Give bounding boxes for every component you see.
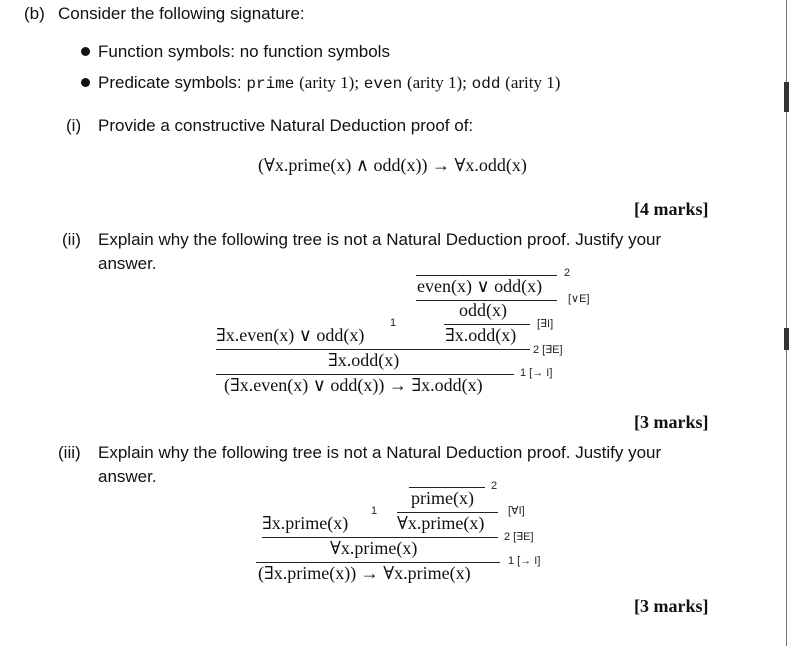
tree-ii-left-discharge: 1	[390, 317, 397, 329]
predicate-even: even	[363, 75, 403, 93]
part-iii-marks: [3 marks]	[634, 596, 709, 616]
part-i-label: (i)	[66, 116, 82, 135]
section-label: (b)	[24, 4, 45, 23]
part-ii-question: Explain why the following tree is not a Natural Deduction proof. Justify your	[98, 230, 662, 249]
tree-ii-rule-impl-intro: 1 [→ I]	[520, 367, 553, 379]
tree-ii-rule-exists-intro: [∃I]	[537, 318, 554, 330]
part-iii-question: Explain why the following tree is not a Natural Deduction proof. Justify your	[98, 443, 662, 462]
predicate-odd: odd	[471, 75, 501, 93]
part-i-question: Provide a constructive Natural Deduction proof of:	[98, 116, 474, 135]
tree-iii-rule-forall-intro: [∀I]	[508, 505, 525, 517]
predicate-prime: prime	[246, 75, 295, 93]
tree-iii-top-discharge: 2	[491, 480, 498, 492]
tree-ii-top-formula: even(x) ∨ odd(x)	[417, 276, 543, 296]
predicate-symbols-line	[98, 73, 560, 93]
tree-iii-top-formula: prime(x)	[411, 488, 474, 508]
right-edge-marker	[784, 82, 789, 112]
tree-iii-right-conclusion: ∀x.prime(x)	[397, 513, 485, 533]
part-ii-marks: [3 marks]	[634, 412, 709, 432]
tree-iii-rule-impl-intro: 1 [→ I]	[508, 555, 541, 567]
tree-iii-final-formula: (∃x.prime(x)) → ∀x.prime(x)	[258, 563, 471, 583]
tree-iii-left-discharge: 1	[371, 505, 378, 517]
tree-ii-rule-exists-elim: 2 [∃E]	[533, 344, 563, 356]
bullet-icon	[81, 47, 90, 56]
function-symbols-line: Function symbols: no function symbols	[98, 42, 390, 61]
part-iii-label: (iii)	[58, 443, 81, 462]
predicate-even-arity: (arity 1);	[406, 73, 467, 92]
predicate-odd-arity: (arity 1)	[505, 73, 561, 92]
predicate-prefix: Predicate symbols:	[98, 73, 242, 92]
tree-ii-mid-formula: odd(x)	[459, 300, 507, 320]
right-edge-marker	[784, 328, 789, 350]
tree-iii-rule-exists-elim: 2 [∃E]	[504, 531, 534, 543]
part-iii-question-cont: answer.	[98, 467, 157, 486]
tree-iii-left-premise: ∃x.prime(x)	[262, 513, 349, 533]
tree-iii-conclusion: ∀x.prime(x)	[330, 538, 418, 558]
tree-ii-left-premise: ∃x.even(x) ∨ odd(x)	[216, 325, 365, 345]
tree-ii-final-formula: (∃x.even(x) ∨ odd(x)) → ∃x.odd(x)	[224, 375, 483, 395]
part-i-marks: [4 marks]	[634, 199, 709, 219]
predicate-prime-arity: (arity 1);	[299, 73, 360, 92]
tree-ii-conclusion: ∃x.odd(x)	[328, 350, 400, 370]
tree-ii-top-discharge: 2	[564, 267, 571, 279]
tree-ii-right-conclusion: ∃x.odd(x)	[445, 325, 517, 345]
part-ii-label: (ii)	[62, 230, 81, 249]
tree-ii-rule-or-elim: [∨E]	[568, 293, 590, 305]
section-heading: Consider the following signature:	[58, 4, 305, 23]
bullet-icon	[81, 78, 90, 87]
part-ii-question-cont: answer.	[98, 254, 157, 273]
part-i-formula: (∀x.prime(x) ∧ odd(x)) → ∀x.odd(x)	[258, 155, 527, 175]
